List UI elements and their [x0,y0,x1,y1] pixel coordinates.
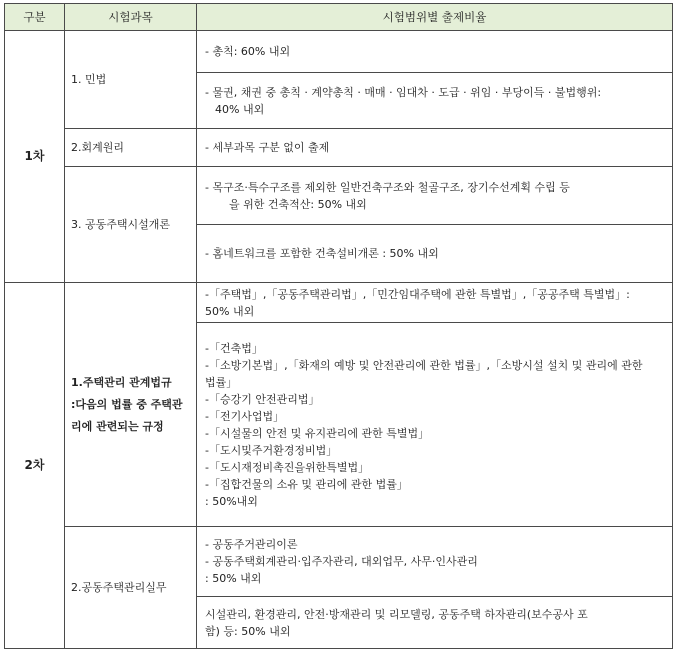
ratio-text: 법률」 [205,375,238,389]
ratio-cell [197,597,673,649]
table-row [5,283,673,323]
ratio-text: -「승강기 안전관리법」 [205,392,320,406]
subject-facility: 3. 공동주택시설개론 [65,167,197,283]
ratio-cell [197,225,673,283]
header-subject: 시험과목 [65,4,197,31]
ratio-text: : 50% 내외 [205,572,262,585]
ratio-cell [197,73,673,129]
ratio-text: 함) 등: 50% 내외 [205,624,291,638]
subject-civil-law: 1. 민법 [65,31,197,129]
ratio-text: -「주택법」,「공동주택관리법」,「민간임대주택에 관한 특별법」,「공공주택 특별법」: [205,287,630,301]
ratio-text: - 세부과목 구분 없이 출제 [205,141,330,154]
subject-accounting: 2.회계원리 [65,129,197,167]
header-division: 구분 [5,4,65,31]
ratio-cell [197,527,673,597]
table-row [5,527,673,597]
exam-scope-table [4,3,673,649]
subject-text: 1.주택관리 관계법규 [71,375,172,389]
table-row [5,167,673,225]
ratio-text: - 홈네트워크를 포함한 건축설비개론 : 50% 내외 [205,247,439,260]
ratio-text: -「도시재정비촉진을위한특별법」 [205,460,370,474]
ratio-text: -「시설물의 안전 및 유지관리에 관한 특별법」 [205,426,430,440]
header-row [5,4,673,31]
ratio-cell [197,323,673,527]
round2-label: 2차 [5,283,65,649]
ratio-text: 을 위한 건축적산: 50% 내외 [229,197,367,211]
round1-label: 1차 [5,31,65,283]
ratio-text: -「도시및주거환경정비법」 [205,443,338,457]
ratio-text: - 총칙: 60% 내외 [205,45,291,58]
ratio-cell [197,283,673,323]
subject-housing-law [65,283,197,527]
ratio-text: - 공동주택회계관리·입주자관리, 대외업무, 사무·인사관리 [205,555,478,568]
ratio-text: 50% 내외 [205,304,255,318]
ratio-text: -「건축법」 [205,341,263,355]
ratio-cell [197,167,673,225]
ratio-text: -「집합건물의 소유 및 관리에 관한 법률」 [205,477,408,491]
ratio-text: -「전기사업법」 [205,409,285,423]
ratio-text: -「소방기본법」,「화재의 예방 및 안전관리에 관한 법률」,「소방시설 설치 및 관리에 관한 [205,358,643,372]
ratio-cell [197,31,673,73]
header-ratio: 시험범위별 출제비율 [197,4,673,31]
ratio-text: - 목구조·특수구조를 제외한 일반건축구조와 철골구조, 장기수선계획 수립 등 [205,180,570,194]
table-row [5,31,673,73]
ratio-text: 40% 내외 [215,102,265,116]
subject-text: :다음의 법률 중 주택관 [71,397,183,411]
ratio-text: - 공동주거관리이론 [205,538,298,551]
ratio-cell [197,129,673,167]
subject-text: 리에 관련되는 규정 [71,419,164,433]
ratio-text: - 물권, 채권 중 총칙 · 계약총칙 · 매매 · 임대차 · 도급 · 위임 · 부당이득 · 불법행위: [205,85,602,99]
subject-housing-practice: 2.공동주택관리실무 [65,527,197,649]
ratio-text: : 50%내외 [205,494,258,508]
ratio-text: 시설관리, 환경관리, 안전·방재관리 및 리모델링, 공동주택 하자관리(보수공사 포 [205,607,588,621]
table-row [5,129,673,167]
